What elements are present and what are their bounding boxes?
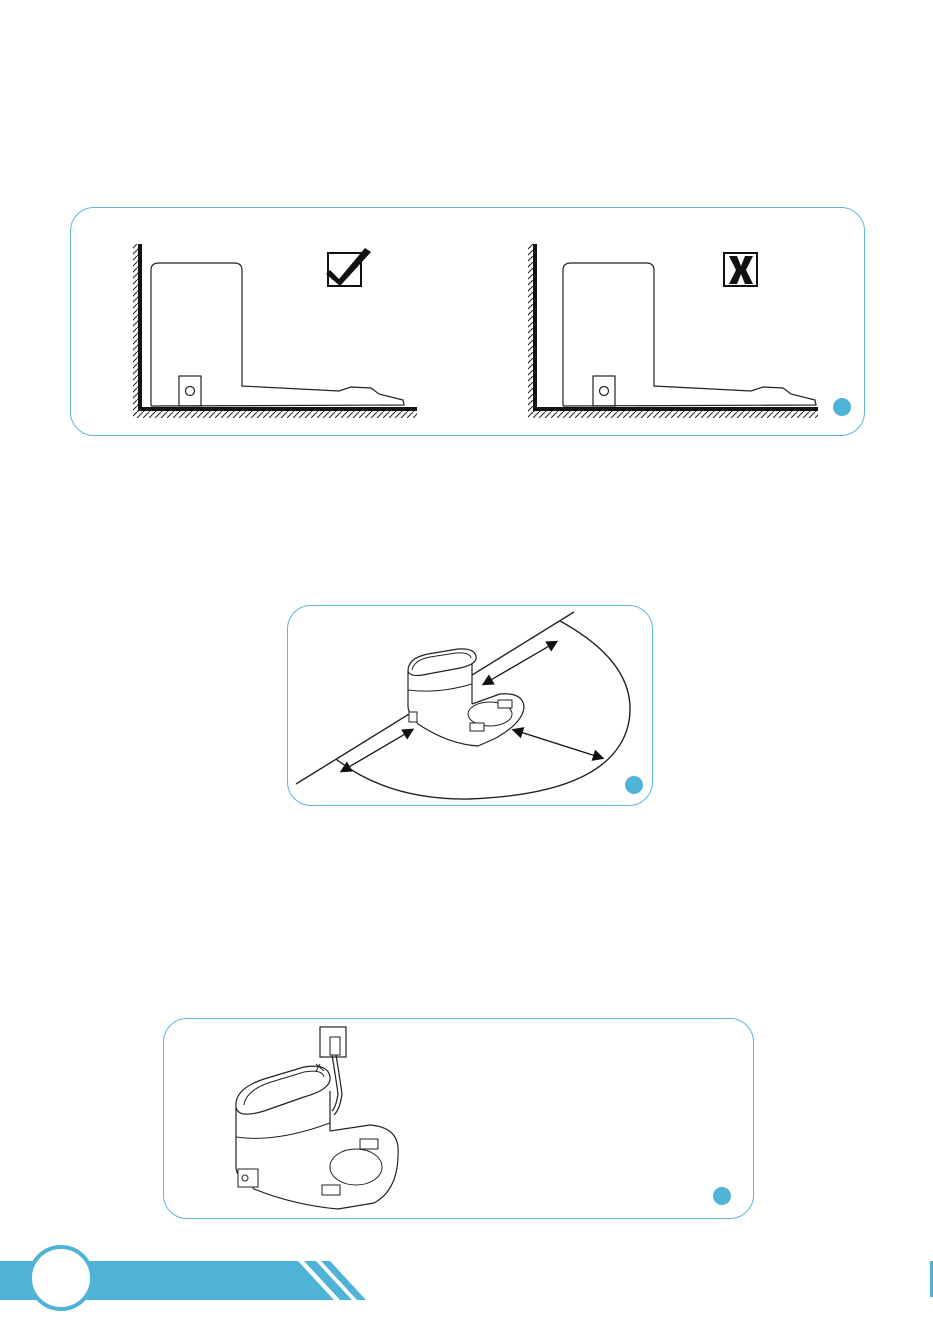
step-dot-icon [713, 1187, 731, 1205]
charging-dock [408, 649, 524, 746]
figure-panel-placement [70, 207, 865, 436]
correct-placement-drawing [133, 244, 417, 418]
cross-mark-icon [724, 253, 757, 286]
placement-illustration [71, 208, 866, 437]
step-dot-icon [833, 398, 851, 416]
clearance-illustration [288, 606, 654, 807]
power-connection-illustration [164, 1019, 755, 1220]
check-mark-icon [326, 248, 371, 286]
figure-panel-power [163, 1018, 754, 1219]
incorrect-placement-drawing [528, 244, 818, 418]
figure-panel-clearance [287, 605, 653, 806]
charging-dock [236, 1064, 398, 1209]
step-dot-icon [625, 776, 643, 794]
page-footer-band [0, 1244, 933, 1324]
footer-graphic [0, 1244, 933, 1324]
